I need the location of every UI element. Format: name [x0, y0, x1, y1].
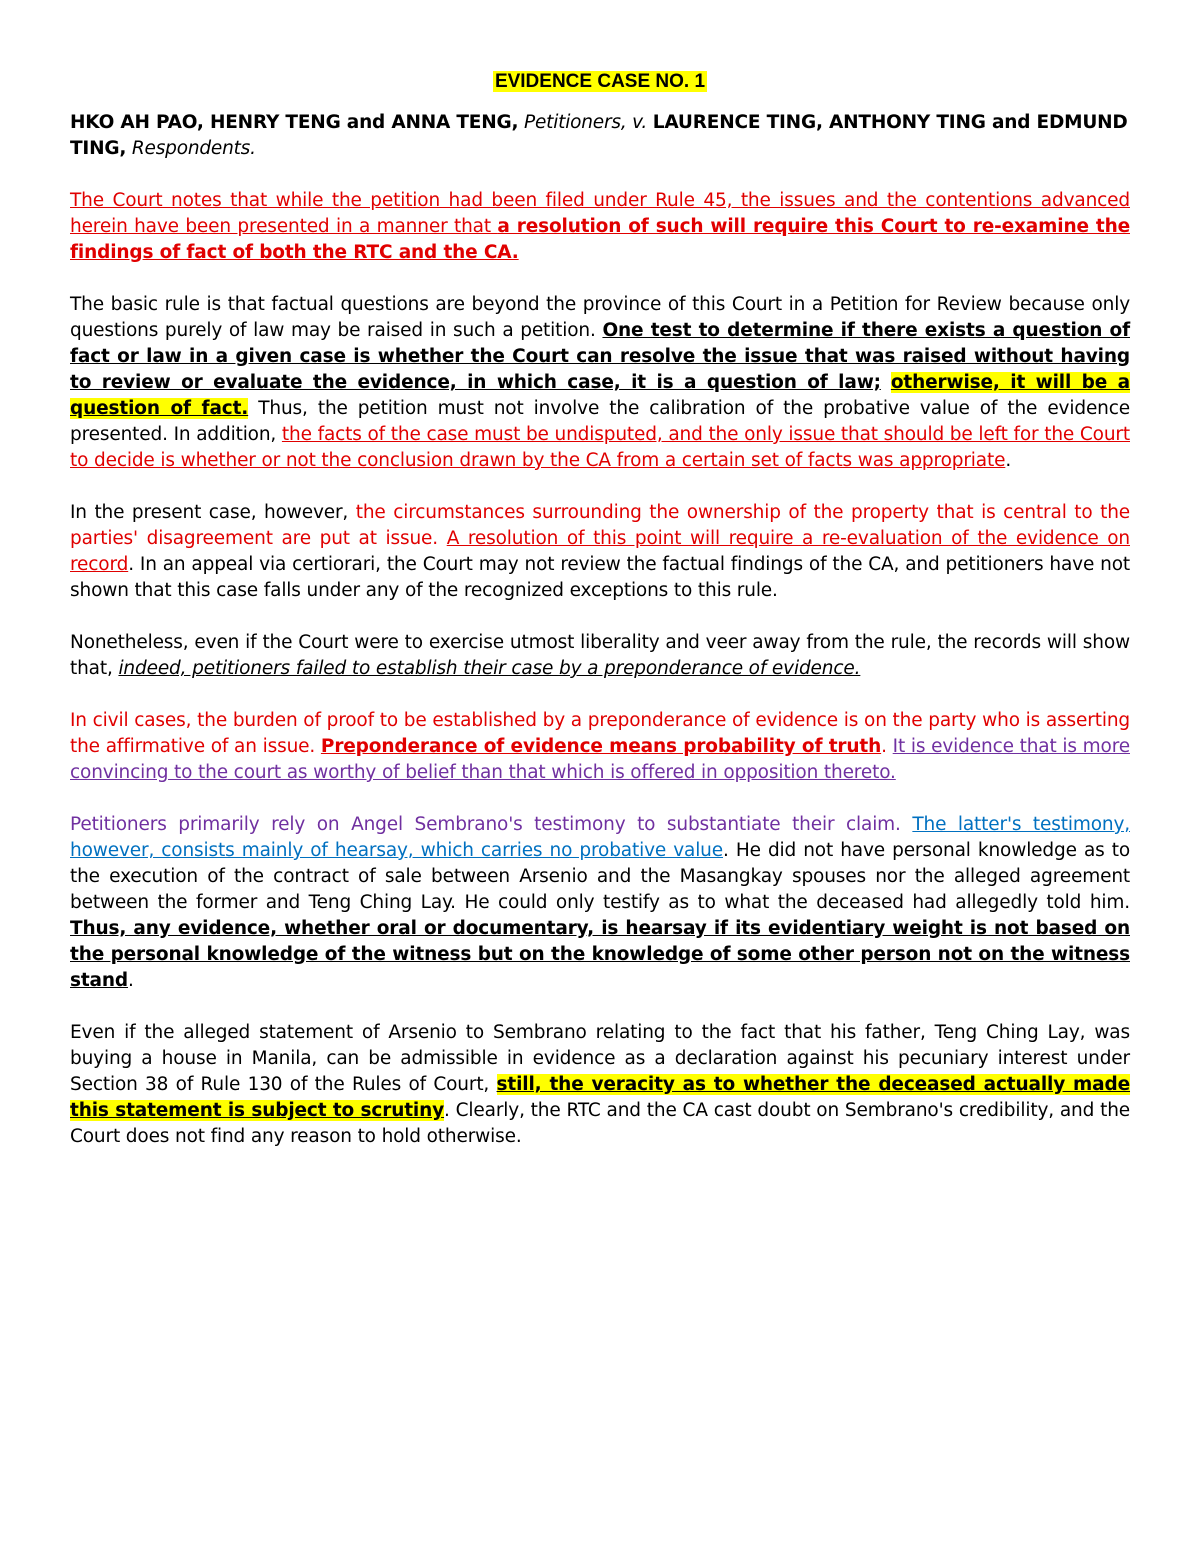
- document-title: [70, 68, 1130, 96]
- document-title-text: EVIDENCE CASE NO. 1: [494, 71, 706, 92]
- p4-text: Nonetheless, even if the Court were to exercise utmost liberality and veer away from the rule, the records will show that,: [70, 632, 1130, 679]
- p7-highlight-text: still, the veracity as to whether the deceased actually made this statement is subject to scrutiny: [70, 1074, 1131, 1121]
- paragraph-4: [70, 630, 1130, 682]
- p2-highlight-text: otherwise, it will be a question of fact.: [70, 372, 1131, 419]
- p6-purple-text: Petitioners primarily rely on Angel Sembrano's testimony to substantiate their claim.: [70, 814, 901, 835]
- p5-bold-text: Preponderance of evidence means probability of truth: [320, 736, 882, 757]
- p6-blue-text: The latter's testimony, however, consists mainly of hearsay, which carries no probative value: [70, 814, 1130, 861]
- p3-text-2: . In an appeal via certiorari, the Court may not review the factual findings of the CA, and petitioners have not shown that this case falls under any of the recognized exceptions to this rule.: [70, 554, 1130, 601]
- p3-text-1: In the present case, however,: [70, 502, 349, 523]
- p7-text-1: Even if the alleged statement of Arsenio to Sembrano relating to the fact that his father, Teng Ching Lay, was buying a house in Manila, can be admissible in evidence as a declaration against his pecuniary interest under Section 38 of Rule 130 of the Rules of Court,: [70, 1022, 1130, 1095]
- petitioners-names: HKO AH PAO, HENRY TENG and ANNA TENG,: [70, 112, 519, 133]
- case-caption: [70, 110, 1130, 162]
- p2-test-text: One test to determine if there exists a question of fact or law in a given case is whether the Court can resolve the issue that was raised without having to review or evaluate the evidence, in which case, it is a question of law;: [70, 320, 1130, 393]
- petitioners-label: Petitioners, v.: [524, 112, 648, 133]
- p2-red-text: the facts of the case must be undisputed, and the only issue that should be left for the Court to decide is whether or not the conclusion drawn by the CA from a certain set of facts was appropriate: [70, 424, 1130, 471]
- p5-purple-text: It is evidence that is more convincing to the court as worthy of belief than that which is offered in opposition thereto.: [70, 736, 1130, 783]
- p2-text-2: Thus, the petition must not involve the calibration of the probative value of the evidence presented. In addition,: [70, 398, 1130, 445]
- p2-period: .: [1005, 450, 1012, 471]
- p6-bold-text: Thus, any evidence, whether oral or documentary, is hearsay if its evidentiary weight is not based on the personal knowledge of the witness but on the knowledge of some other person not on the witness stand: [70, 918, 1130, 991]
- paragraph-5: [70, 708, 1130, 786]
- respondents-names: LAURENCE TING, ANTHONY TING and EDMUND TING,: [70, 112, 1128, 159]
- respondents-label: Respondents.: [131, 138, 256, 159]
- paragraph-1: [70, 188, 1130, 266]
- p3-red-text: the circumstances surrounding the ownership of the property that is central to the parties' disagreement are put at issue.: [70, 502, 1131, 549]
- p3-red-underlined-text: A resolution of this point will require a re-evaluation of the evidence on record: [70, 528, 1130, 575]
- p6-period: .: [128, 970, 134, 991]
- p1-text: The Court notes that while the petition had been filed under Rule 45, the issues and the contentions advanced herein have been presented in a manner that: [70, 190, 1130, 237]
- p5-period: .: [881, 736, 887, 757]
- p1-bold-text: a resolution of such will require this Court to re-examine the findings of fact of both the RTC and the CA.: [70, 216, 1130, 263]
- p4-italic-text: indeed, petitioners failed to establish their case by a preponderance of evidence.: [118, 658, 861, 679]
- paragraph-6: [70, 812, 1130, 994]
- paragraph-3: [70, 500, 1130, 604]
- paragraph-2: [70, 292, 1130, 474]
- p6-text: . He did not have personal knowledge as to the execution of the contract of sale between Arsenio and the Masangkay spouses nor the alleged agreement between the former and Teng Ching Lay. He could only testify as to what the deceased had allegedly told him.: [70, 840, 1131, 913]
- p5-text: In civil cases, the burden of proof to be established by a preponderance of evidence is on the party who is asserting the affirmative of an issue.: [70, 710, 1130, 757]
- p7-text-2: . Clearly, the RTC and the CA cast doubt on Sembrano's credibility, and the Court does not find any reason to hold otherwise.: [70, 1100, 1130, 1147]
- paragraph-7: [70, 1020, 1130, 1150]
- p2-text-1: The basic rule is that factual questions are beyond the province of this Court in a Petition for Review because only questions purely of law may be raised in such a petition.: [70, 294, 1130, 341]
